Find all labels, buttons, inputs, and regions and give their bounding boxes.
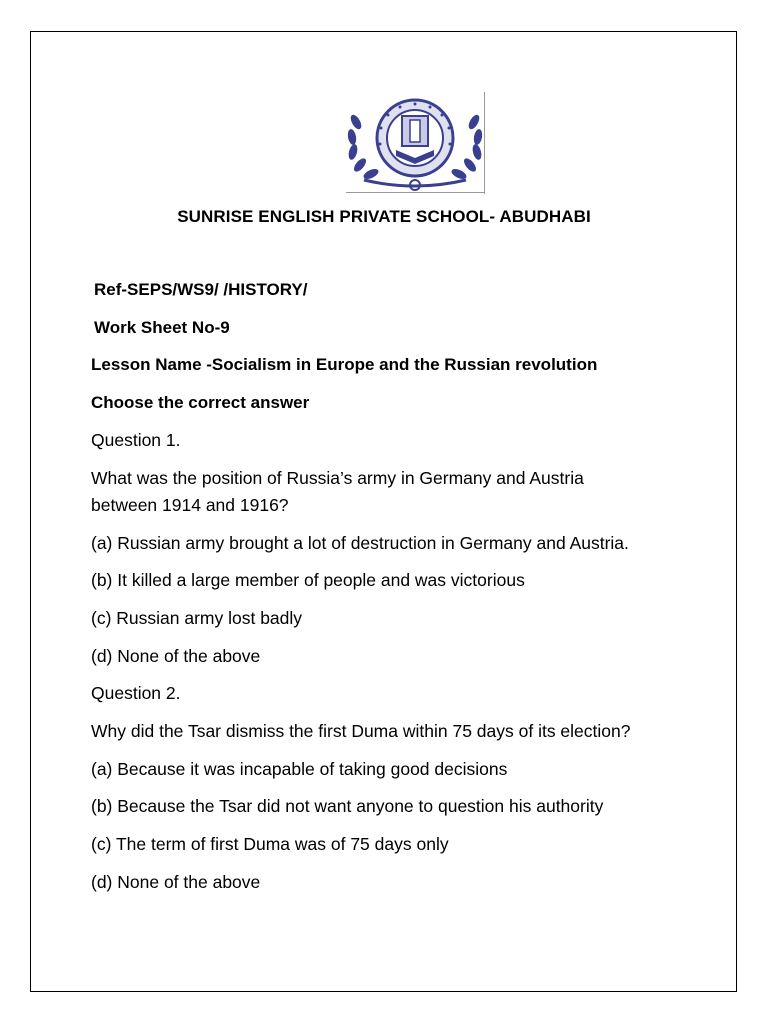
answer-option: (b) It killed a large member of people and was victorious bbox=[91, 570, 525, 590]
lesson-name: Lesson Name -Socialism in Europe and the Russian revolution bbox=[91, 355, 598, 374]
question-label: Question 1. bbox=[91, 430, 181, 450]
school-name: SUNRISE ENGLISH PRIVATE SCHOOL- ABUDHABI bbox=[177, 207, 591, 226]
question-text: What was the position of Russia’s army in Germany and Austria between 1914 and 1916? bbox=[91, 468, 584, 515]
logo-frame-line bbox=[346, 192, 485, 193]
reference-line: Ref-SEPS/WS9/ /HISTORY/ bbox=[94, 280, 308, 299]
answer-option: (a) Russian army brought a lot of destruction in Germany and Austria. bbox=[91, 533, 629, 553]
answer-option: (a) Because it was incapable of taking good decisions bbox=[91, 759, 508, 779]
answer-option: (b) Because the Tsar did not want anyone to question his authority bbox=[91, 796, 604, 816]
school-logo bbox=[344, 92, 486, 194]
answer-option: (d) None of the above bbox=[91, 872, 261, 892]
worksheet-number: Work Sheet No-9 bbox=[94, 318, 230, 337]
logo-frame-line bbox=[484, 92, 485, 194]
answer-option: (c) Russian army lost badly bbox=[91, 608, 303, 628]
instruction: Choose the correct answer bbox=[91, 393, 310, 412]
question-label: Question 2. bbox=[91, 683, 181, 703]
answer-option: (d) None of the above bbox=[91, 646, 261, 666]
question-text: Why did the Tsar dismiss the first Duma within 75 days of its election? bbox=[91, 721, 631, 741]
answer-option: (c) The term of first Duma was of 75 days only bbox=[91, 834, 449, 854]
